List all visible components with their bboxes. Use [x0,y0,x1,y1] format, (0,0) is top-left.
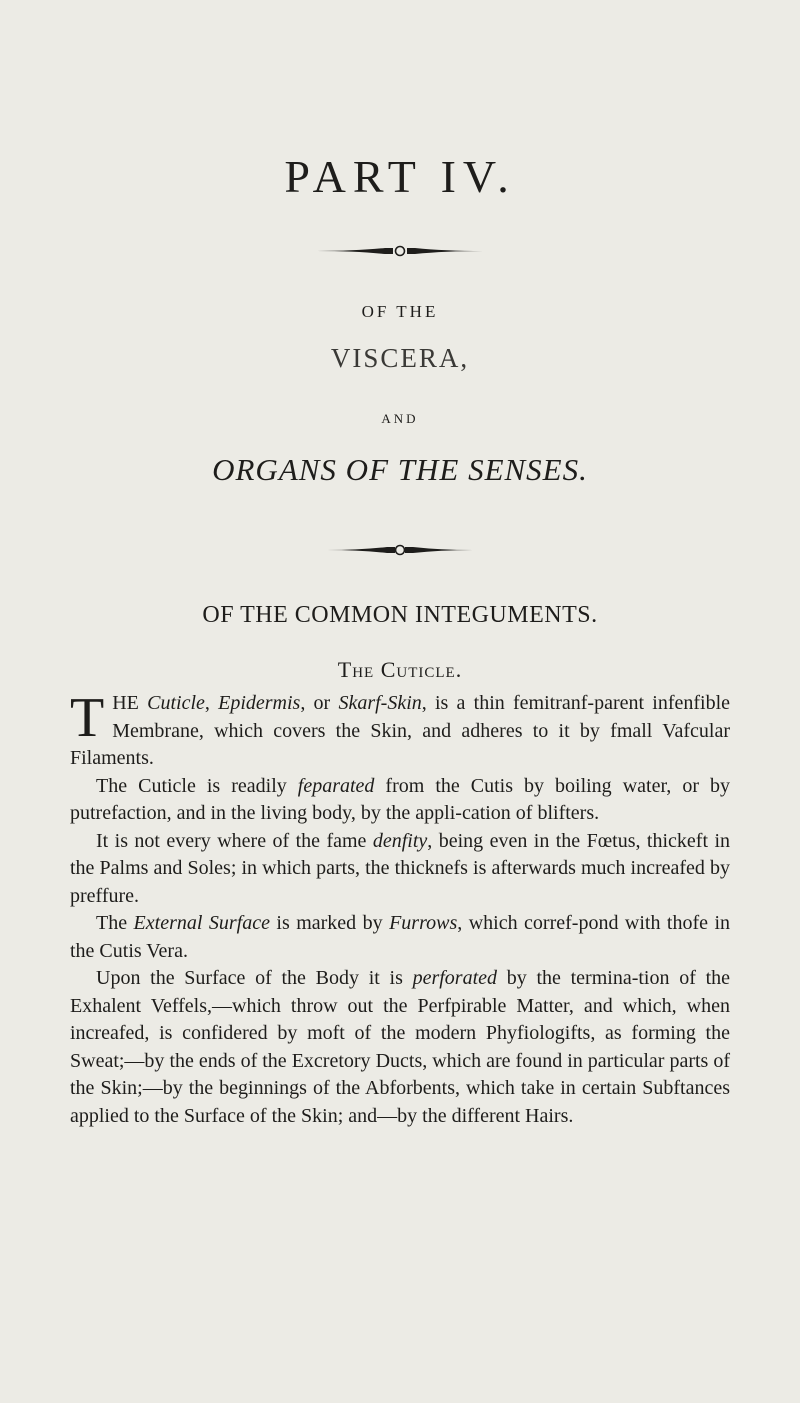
italic-term: perforated [412,967,498,989]
italic-term: Skarf-Skin [338,692,422,714]
italic-term: feparated [297,774,375,797]
paragraph [70,910,730,965]
paragraph [70,965,730,1130]
and-label: AND [381,411,419,426]
text-run: The [96,912,134,934]
text-run: , being even in the Fœtus, thickeft in the Palms and Soles; in which parts, the thicknefs is afterwards much increafed by preffure. [70,829,730,907]
text-run: from the Cutis by boiling water, or by putrefaction, and in the living body, by the appli-cation of blifters. [70,774,730,824]
text-run: , or [300,692,339,714]
text-run: HE [112,692,148,714]
text-run: by the termina-tion of the Exhalent Veffels,—which throw out the Perfpirable Matter, and which, when increafed, is confidered by moft of the modern Phyfiologifts, as forming the Sweat;—by the ends of the Excretory Ducts, which are found in particular parts of the Skin;—by the beginnings of the Abforbents, which take in certain Subftances applied to the Surface of the Skin; and—by the different Hairs. [70,967,731,1127]
ornamental-rule [0,543,800,557]
italic-term: Furrows [389,912,458,934]
section-title: OF THE COMMON INTEGUMENTS. [202,602,598,628]
ornamental-rule [0,244,800,258]
italic-term: Epidermis [218,692,301,714]
italic-term: External Surface [133,912,270,934]
text-run: , [204,692,219,714]
drop-cap: T [70,687,105,749]
part-heading: PART IV. [284,151,516,202]
italic-term: Cuticle [147,692,205,714]
paragraph [70,828,730,911]
text-run: The Cuticle is readily [96,774,298,797]
section-subtitle: The Cuticle. [337,657,463,682]
italic-term: denfity [372,829,428,852]
text-run: , is a thin femitranf-parent infenfible Membrane, which covers the Skin, and adheres to it by fmall Vafcular Filaments. [70,692,731,769]
viscera-heading: VISCERA, [330,343,470,373]
text-run: , which corref-pond with thofe in the Cutis Vera. [70,912,731,962]
body-text [70,687,731,1130]
paragraph [70,773,730,828]
organs-heading: ORGANS OF THE SENSES. [212,452,588,487]
paragraph [70,687,731,773]
text-run: It is not every where of the fame [96,829,373,852]
of-the-label: OF THE [361,302,439,321]
text-run: Upon the Surface of the Body it is [96,967,413,989]
text-run: is marked by [269,912,390,934]
